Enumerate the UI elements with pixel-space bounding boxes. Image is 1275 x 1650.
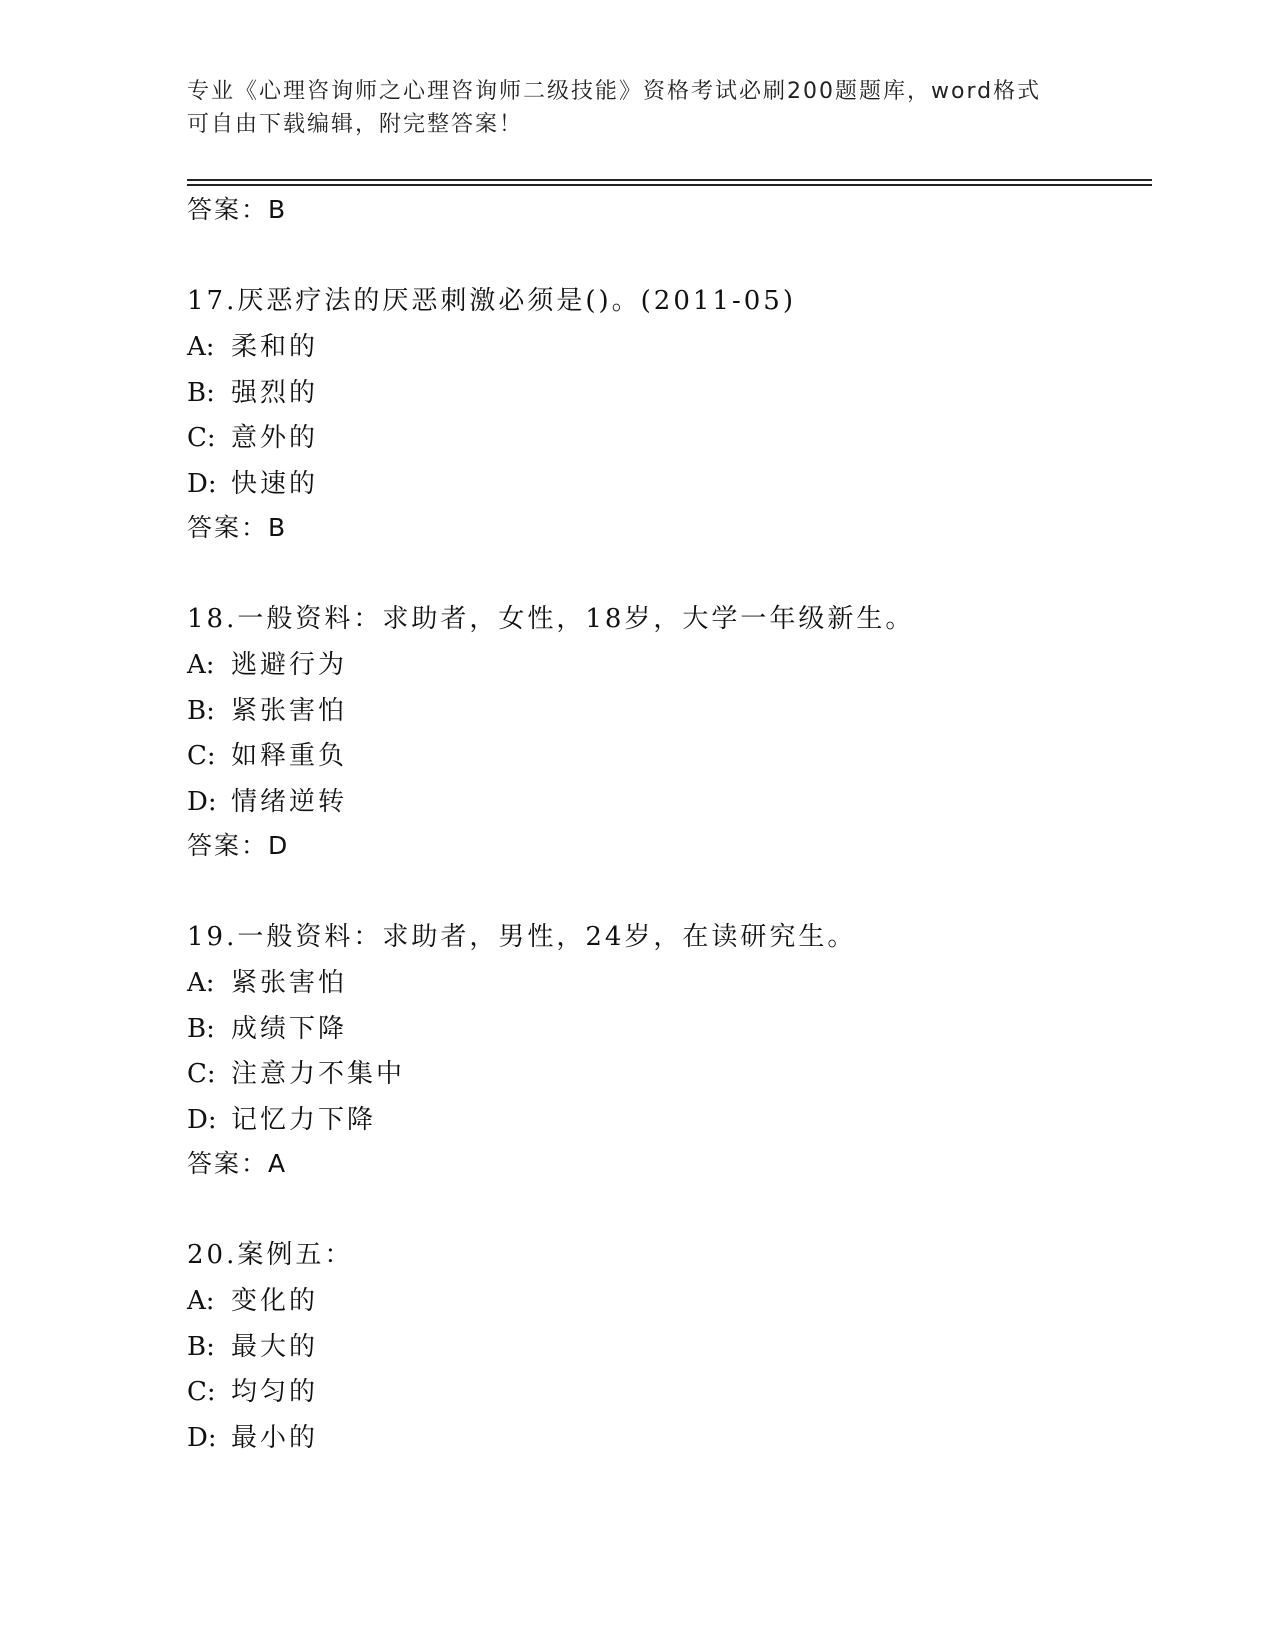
option-text: 柔和的 xyxy=(231,332,319,362)
option-letter: C: xyxy=(187,1059,216,1089)
option-letter: D: xyxy=(187,468,217,499)
spacer xyxy=(187,1190,1152,1234)
option-letter: B: xyxy=(187,377,215,408)
question-20: 20.案例五： xyxy=(187,1240,354,1270)
answer-value: A xyxy=(268,1149,287,1178)
question-17: 17.厌恶疗法的厌恶刺激必须是()。(2011-05) xyxy=(187,286,796,316)
option-text: 紧张害怕 xyxy=(231,695,348,726)
option-letter: C: xyxy=(187,1377,216,1407)
spacer xyxy=(187,872,1152,916)
answer-line xyxy=(187,508,1152,554)
option-text: 最大的 xyxy=(231,1331,319,1362)
option-letter: A: xyxy=(187,968,215,998)
option-letter: A: xyxy=(187,1286,215,1316)
spacer xyxy=(187,554,1152,598)
question-19: 19.一般资料：求助者，男性，24岁，在读研究生。 xyxy=(187,922,857,952)
document-header xyxy=(187,75,1067,141)
answer-label: 答案： xyxy=(187,513,269,542)
option-d xyxy=(187,1099,1152,1145)
header-line-2: 可自由下载编辑，附完整答案！ xyxy=(187,112,524,137)
option-c xyxy=(187,1371,1152,1417)
option-text: 快速的 xyxy=(231,468,319,499)
option-letter: A: xyxy=(187,332,215,362)
question-list xyxy=(187,190,1152,1462)
answer-line xyxy=(187,190,1152,236)
option-letter: D: xyxy=(187,1422,217,1453)
option-letter: D: xyxy=(187,1104,217,1135)
answer-label: 答案： xyxy=(187,195,269,224)
option-letter: D: xyxy=(187,786,217,817)
option-c xyxy=(187,1053,1152,1099)
answer-line xyxy=(187,826,1152,872)
option-b xyxy=(187,690,1152,736)
option-b xyxy=(187,1008,1152,1054)
answer-value: B xyxy=(268,513,287,542)
option-letter: B: xyxy=(187,695,215,726)
option-text: 逃避行为 xyxy=(231,650,348,680)
option-text: 情绪逆转 xyxy=(231,786,348,817)
question-18: 18.一般资料：求助者，女性，18岁，大学一年级新生。 xyxy=(187,604,915,634)
option-a xyxy=(187,644,1152,690)
option-text: 强烈的 xyxy=(231,377,319,408)
option-text: 变化的 xyxy=(231,1286,319,1316)
header-divider-top xyxy=(187,179,1152,181)
option-text: 成绩下降 xyxy=(231,1013,348,1044)
option-b xyxy=(187,372,1152,418)
option-text: 紧张害怕 xyxy=(231,968,348,998)
option-c xyxy=(187,735,1152,781)
option-text: 最小的 xyxy=(231,1422,319,1453)
option-letter: C: xyxy=(187,423,216,453)
answer-value: D xyxy=(268,831,289,860)
answer-line xyxy=(187,1144,1152,1190)
option-text: 意外的 xyxy=(231,423,319,453)
header-line-1: 专业《心理咨询师之心理咨询师二级技能》资格考试必刷200题题库，word格式 xyxy=(187,79,1042,104)
option-b xyxy=(187,1326,1152,1372)
option-letter: B: xyxy=(187,1013,215,1044)
option-text: 记忆力下降 xyxy=(231,1104,377,1135)
option-c xyxy=(187,417,1152,463)
answer-label: 答案： xyxy=(187,1149,269,1178)
option-d xyxy=(187,781,1152,827)
option-a xyxy=(187,1280,1152,1326)
option-d xyxy=(187,463,1152,509)
option-text: 均匀的 xyxy=(231,1377,319,1407)
spacer xyxy=(187,236,1152,280)
option-text: 注意力不集中 xyxy=(231,1059,406,1089)
option-d xyxy=(187,1417,1152,1463)
option-a xyxy=(187,326,1152,372)
header-divider-bottom xyxy=(187,184,1152,186)
answer-label: 答案： xyxy=(187,831,269,860)
option-letter: B: xyxy=(187,1331,215,1362)
option-letter: C: xyxy=(187,741,216,771)
option-a xyxy=(187,962,1152,1008)
option-text: 如释重负 xyxy=(231,741,348,771)
answer-value: B xyxy=(268,195,287,224)
option-letter: A: xyxy=(187,650,215,680)
